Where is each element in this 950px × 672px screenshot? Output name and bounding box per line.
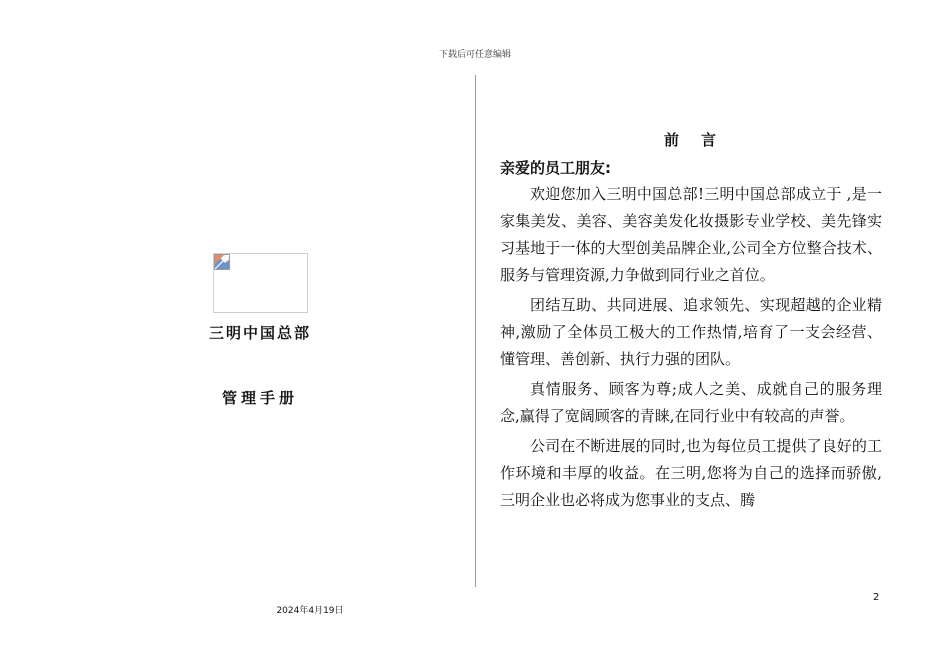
salutation: 亲爱的员工朋友: (500, 159, 611, 177)
paragraph: 欢迎您加入三明中国总部!三明中国总部成立于 ,是一家集美发、美容、美容美发化妆摄影专业学校、美先锋实习基地于一体的大型创美品牌企业,公司全方位整合技术、服务与管理资源,力争做到同行业之首位。 (500, 185, 882, 284)
page-divider (475, 75, 476, 587)
preface-body (500, 181, 882, 517)
broken-image-icon (214, 254, 230, 270)
paragraph: 公司在不断进展的同时,也为每位员工提供了良好的工作环境和丰厚的收益。在三明,您将为自己的选择而骄傲,三明企业也必将成为您事业的支点、腾 (500, 437, 882, 509)
footer-date: 2024年4月19日 (276, 606, 344, 616)
manual-title: 管理手册 (221, 389, 298, 407)
preface-title: 前言 (663, 131, 738, 149)
page-number: 2 (873, 592, 880, 603)
paragraph: 团结互助、共同进展、追求领先、实现超越的企业精神,激励了全体员工极大的工作热情,培育了一支会经营、懂管理、善创新、执行力强的团队。 (500, 296, 882, 368)
header-note: 下载后可任意编辑 (438, 50, 511, 60)
paragraph: 真情服务、顾客为尊;成人之美、成就自己的服务理念,赢得了宽阔顾客的青睐,在同行业中有较高的声誉。 (500, 380, 882, 425)
company-name: 三明中国总部 (208, 324, 311, 342)
company-logo-placeholder (213, 253, 308, 313)
